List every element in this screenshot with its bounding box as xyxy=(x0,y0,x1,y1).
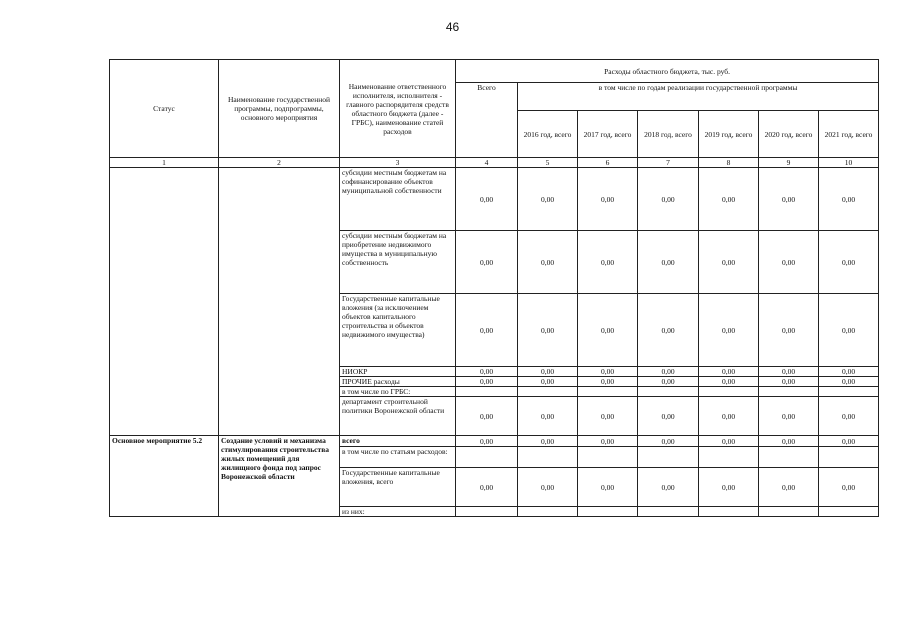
col-index: 7 xyxy=(638,158,699,168)
value-total: 0,00 xyxy=(456,294,518,367)
header-year-2017: 2017 год, всего xyxy=(578,111,638,158)
value-2021: 0,00 xyxy=(819,367,879,377)
header-status: Статус xyxy=(110,60,219,158)
header-year-2016: 2016 год, всего xyxy=(518,111,578,158)
value-2017 xyxy=(578,387,638,397)
col-index: 5 xyxy=(518,158,578,168)
value-2016 xyxy=(518,507,578,517)
value-2021: 0,00 xyxy=(819,168,879,231)
value-2016 xyxy=(518,387,578,397)
col-index: 8 xyxy=(699,158,759,168)
row-label: Государственные капитальные вложения, всего xyxy=(340,468,456,507)
value-2016: 0,00 xyxy=(518,367,578,377)
value-2016: 0,00 xyxy=(518,397,578,436)
program-cell-empty xyxy=(219,168,340,436)
value-2018: 0,00 xyxy=(638,468,699,507)
value-total xyxy=(456,387,518,397)
header-program-name: Наименование государственной программы, подпрограммы, основного мероприятия xyxy=(219,60,340,158)
status-cell-empty xyxy=(110,168,219,436)
value-2018: 0,00 xyxy=(638,367,699,377)
table-row xyxy=(110,168,879,231)
row-label: субсидии местным бюджетам на софинансирование объектов муниципальной собственности xyxy=(340,168,456,231)
value-2016: 0,00 xyxy=(518,436,578,447)
value-2019 xyxy=(699,447,759,468)
section-name: Создание условий и механизма стимулирования строительства жилых помещений для жилищного фонда под запрос Воронежской области xyxy=(219,436,340,517)
value-2021: 0,00 xyxy=(819,468,879,507)
value-2017: 0,00 xyxy=(578,468,638,507)
header-year-2018: 2018 год, всего xyxy=(638,111,699,158)
section-status: Основное мероприятие 5.2 xyxy=(110,436,219,517)
budget-table xyxy=(109,59,879,517)
col-index: 6 xyxy=(578,158,638,168)
value-2017 xyxy=(578,447,638,468)
row-label: всего xyxy=(340,436,456,447)
value-2020: 0,00 xyxy=(759,468,819,507)
value-2016 xyxy=(518,447,578,468)
value-2020: 0,00 xyxy=(759,367,819,377)
value-total: 0,00 xyxy=(456,231,518,294)
value-2017: 0,00 xyxy=(578,377,638,387)
value-2017: 0,00 xyxy=(578,436,638,447)
row-label: из них: xyxy=(340,507,456,517)
value-2019: 0,00 xyxy=(699,168,759,231)
row-label: департамент строительной политики Воронежской области xyxy=(340,397,456,436)
value-2020 xyxy=(759,387,819,397)
header-year-2020: 2020 год, всего xyxy=(759,111,819,158)
value-2018: 0,00 xyxy=(638,231,699,294)
row-label: НИОКР xyxy=(340,367,456,377)
table-row xyxy=(110,436,879,447)
value-2019: 0,00 xyxy=(699,377,759,387)
value-2019 xyxy=(699,507,759,517)
value-2017: 0,00 xyxy=(578,367,638,377)
value-2020 xyxy=(759,507,819,517)
value-2018: 0,00 xyxy=(638,397,699,436)
value-2021 xyxy=(819,447,879,468)
col-index: 10 xyxy=(819,158,879,168)
value-total: 0,00 xyxy=(456,377,518,387)
value-2016: 0,00 xyxy=(518,168,578,231)
value-2017 xyxy=(578,507,638,517)
value-2020: 0,00 xyxy=(759,231,819,294)
value-2016: 0,00 xyxy=(518,377,578,387)
value-2021: 0,00 xyxy=(819,377,879,387)
value-2020: 0,00 xyxy=(759,294,819,367)
value-2018 xyxy=(638,447,699,468)
value-2018 xyxy=(638,387,699,397)
value-2020: 0,00 xyxy=(759,168,819,231)
value-2020: 0,00 xyxy=(759,377,819,387)
value-2016: 0,00 xyxy=(518,231,578,294)
value-2018: 0,00 xyxy=(638,168,699,231)
value-2019: 0,00 xyxy=(699,367,759,377)
column-index-row xyxy=(110,158,879,168)
header-expenses: Расходы областного бюджета, тыс. руб. xyxy=(456,60,879,83)
header-by-years: в том числе по годам реализации государственной программы xyxy=(518,83,879,111)
value-2020 xyxy=(759,447,819,468)
value-2019: 0,00 xyxy=(699,436,759,447)
value-2020: 0,00 xyxy=(759,436,819,447)
value-2021 xyxy=(819,387,879,397)
col-index: 3 xyxy=(340,158,456,168)
value-2019: 0,00 xyxy=(699,397,759,436)
value-2020: 0,00 xyxy=(759,397,819,436)
value-2016: 0,00 xyxy=(518,294,578,367)
value-total: 0,00 xyxy=(456,436,518,447)
col-index: 4 xyxy=(456,158,518,168)
value-total xyxy=(456,507,518,517)
value-2016: 0,00 xyxy=(518,468,578,507)
value-2021: 0,00 xyxy=(819,436,879,447)
value-total: 0,00 xyxy=(456,468,518,507)
value-2018: 0,00 xyxy=(638,436,699,447)
value-2017: 0,00 xyxy=(578,294,638,367)
value-total xyxy=(456,447,518,468)
value-2019: 0,00 xyxy=(699,231,759,294)
value-2019: 0,00 xyxy=(699,468,759,507)
value-total: 0,00 xyxy=(456,168,518,231)
col-index: 9 xyxy=(759,158,819,168)
value-2018: 0,00 xyxy=(638,294,699,367)
value-2017: 0,00 xyxy=(578,397,638,436)
value-total: 0,00 xyxy=(456,397,518,436)
value-2021: 0,00 xyxy=(819,397,879,436)
row-label: Государственные капитальные вложения (за исключением объектов капитального строительства и объектов недвижимого имущества) xyxy=(340,294,456,367)
header-year-2019: 2019 год, всего xyxy=(699,111,759,158)
header-year-2021: 2021 год, всего xyxy=(819,111,879,158)
row-label: в том числе по статьям расходов: xyxy=(340,447,456,468)
header-total: Всего xyxy=(456,83,518,158)
col-index: 1 xyxy=(110,158,219,168)
col-index: 2 xyxy=(219,158,340,168)
value-2021: 0,00 xyxy=(819,231,879,294)
header-executor: Наименование ответственного исполнителя, исполнителя - главного распорядителя средств областного бюджета (далее - ГРБС), наименование статей расходов xyxy=(340,60,456,158)
value-2019 xyxy=(699,387,759,397)
value-total: 0,00 xyxy=(456,367,518,377)
value-2017: 0,00 xyxy=(578,231,638,294)
value-2018 xyxy=(638,507,699,517)
value-2017: 0,00 xyxy=(578,168,638,231)
value-2021: 0,00 xyxy=(819,294,879,367)
row-label: в том числе по ГРБС: xyxy=(340,387,456,397)
page-number: 46 xyxy=(445,20,460,34)
row-label: ПРОЧИЕ расходы xyxy=(340,377,456,387)
value-2019: 0,00 xyxy=(699,294,759,367)
row-label: субсидии местным бюджетам на приобретение недвижимого имущества в муниципальную собственность xyxy=(340,231,456,294)
value-2021 xyxy=(819,507,879,517)
value-2018: 0,00 xyxy=(638,377,699,387)
